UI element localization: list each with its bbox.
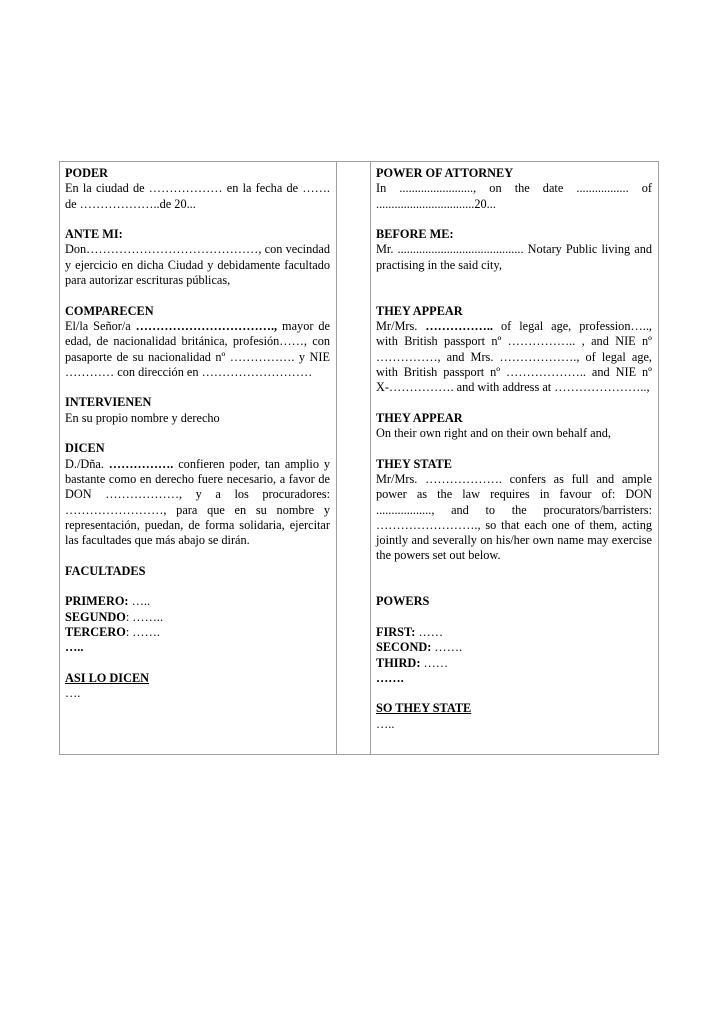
- before-me-heading: BEFORE ME:: [376, 227, 454, 242]
- document-table: [59, 161, 659, 755]
- asi-lo-dicen-text: ….: [65, 686, 81, 701]
- ante-mi-text: Don……………………………………, con vecindad y ejercicio en dicha Ciudad y debidamente facultado para autorizar escrituras públicas,: [65, 242, 330, 288]
- primero-line: PRIMERO: …..: [65, 594, 151, 609]
- third-line: THIRD: ……: [376, 655, 449, 670]
- they-state-heading: THEY STATE: [376, 456, 452, 471]
- dicen-text: D./Dña. ……………. confieren poder, tan amplio y bastante como en derecho fuere necesario, a favor de DON ………………, y a los procuradores: ……………………, para que en su nombre y representación, puedan, de forma solidaria, ejercitar las facultades que más abajo se dirán.: [65, 456, 330, 548]
- they-appear-heading: THEY APPEAR: [376, 303, 463, 318]
- before-me-text: Mr. ......................................... Notary Public living and practising in the said city,: [376, 242, 652, 272]
- poa-text: In ........................, on the date ................. of ................................20...: [376, 181, 652, 211]
- comparecen-heading: COMPARECEN: [65, 303, 154, 318]
- etc-line-en: …….: [376, 670, 404, 685]
- english-column: [371, 162, 658, 754]
- segundo-line: SEGUNDO: ……..: [65, 609, 164, 624]
- they-appear-2-text: On their own right and on their own behalf and,: [376, 426, 611, 441]
- so-they-state-text: …..: [376, 716, 395, 731]
- first-line: FIRST: ……: [376, 624, 444, 639]
- poder-text: En la ciudad de ……………… en la fecha de ……. de ………………..de 20...: [65, 181, 330, 211]
- ante-mi-heading: ANTE MI:: [65, 227, 123, 242]
- etc-line: …..: [65, 640, 84, 655]
- powers-heading: POWERS: [376, 594, 430, 609]
- poder-heading: PODER: [65, 166, 109, 180]
- column-gap: [336, 162, 371, 754]
- comparecen-text: El/la Señor/a ……………………………., mayor de edad, de nacionalidad británica, profesión……, con pasaporte de su nacionalidad nº ……………. y NIE ………… con dirección en ………………………: [65, 318, 330, 379]
- they-state-text: Mr/Mrs. ………………. confers as full and ample power as the law requires in favour of: DON .................., and to the procurators/barristers: ……………………., so that each one of them, acting jointly and severally on his/her own name may exercise the powers set out below.: [376, 471, 652, 563]
- they-appear-2-heading: THEY APPEAR: [376, 410, 463, 425]
- intervienen-heading: INTERVIENEN: [65, 395, 152, 410]
- spanish-column: [60, 162, 336, 754]
- second-line: SECOND: …….: [376, 640, 463, 655]
- dicen-heading: DICEN: [65, 441, 105, 456]
- facultades-heading: FACULTADES: [65, 563, 146, 578]
- intervienen-text: En su propio nombre y derecho: [65, 410, 220, 425]
- so-they-state-heading: SO THEY STATE: [376, 701, 472, 716]
- tercero-line: TERCERO: …….: [65, 624, 160, 639]
- they-appear-text: Mr/Mrs. …………….. of legal age, profession….., with British passport nº …………….. , and NIE nº ……………, and Mrs. ………………., of legal age, with British passport nº ……………….. and NIE nº X-……………. and with address at …………………..,: [376, 318, 652, 395]
- asi-lo-dicen-heading: ASI LO DICEN: [65, 670, 150, 685]
- poa-heading: POWER OF ATTORNEY: [376, 166, 514, 180]
